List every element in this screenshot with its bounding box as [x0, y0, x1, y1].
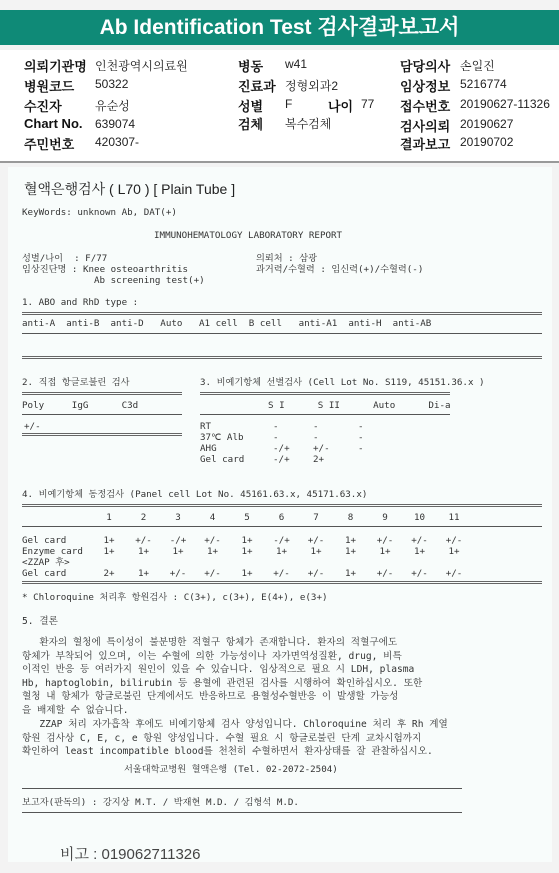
dat-section-title: 2. 직접 항글로불린 검사	[22, 377, 130, 388]
screening-cell: 2+	[313, 454, 325, 465]
screening-cell: -	[358, 432, 364, 443]
panel-cell: +/-	[411, 568, 428, 579]
divider	[200, 414, 450, 415]
divider	[22, 812, 462, 813]
panel-cell-header: 10	[413, 512, 426, 523]
conclusion-line: 환자의 혈청에 특이성이 불분명한 적혈구 항체가 존재합니다. 환자의 적혈구에도	[22, 637, 398, 648]
panel-cell: +/-	[376, 535, 394, 546]
diagnosis-line: 임상진단명 : Knee osteoarthritis	[22, 264, 189, 275]
panel-cell-header: 9	[382, 512, 388, 523]
divider	[22, 526, 542, 527]
divider	[22, 581, 542, 584]
resident-no-value: 420307-	[95, 135, 140, 149]
panel-cell: 1+	[206, 546, 219, 557]
screening-section-title: 3. 비예기항체 선별검사 (Cell Lot No. S119, 45151.36.x )	[200, 377, 485, 388]
scanned-report	[8, 167, 552, 862]
panel-cell: +/-	[307, 568, 325, 579]
panel-cell: 1+	[310, 546, 322, 557]
panel-cell: -/+	[169, 535, 187, 546]
panel-cell-header: 1	[106, 512, 112, 523]
screening-cell: -	[358, 443, 364, 454]
panel-cell: 1+	[344, 546, 357, 557]
panel-row-label: Gel card	[22, 568, 67, 579]
physician-label: 담당의사	[400, 59, 451, 74]
panel-cell: 1+	[241, 568, 253, 579]
screening-row-label: 37℃ Alb	[200, 432, 244, 443]
panel-cell: +/-	[135, 535, 152, 546]
screening-cell: -	[358, 421, 364, 432]
panel-cell: +/-	[204, 535, 221, 546]
panel-cell: 1+	[241, 546, 253, 557]
screening-cell: -	[273, 421, 279, 432]
panel-cell-header: 4	[209, 512, 216, 523]
report-title: Ab Identification Test 검사결과보고서	[99, 16, 460, 39]
reporter-line: 보고자(판독의) : 강지상 M.T. / 박재현 M.D. / 김형석 M.D.	[22, 797, 299, 808]
panel-cell-header: 7	[313, 512, 319, 523]
panel-row-label: Enzyme card	[22, 546, 83, 557]
resident-no-label: 주민번호	[24, 137, 75, 152]
patient-name-label: 수진자	[24, 99, 62, 114]
receipt-no-label: 접수번호	[400, 99, 451, 114]
ward-value: w41	[285, 57, 308, 71]
dat-value: +/-	[24, 421, 41, 432]
sex-age-line: 성별/나이 : F/77	[22, 253, 108, 264]
panel-cell: +/-	[445, 535, 463, 546]
report-title-bar	[0, 10, 559, 45]
patient-info-block	[0, 50, 559, 163]
institution-value: 인천광역시의료원	[95, 59, 188, 73]
panel-cell: 1+	[344, 535, 357, 546]
remarks-line: 비고 : 019062711326	[60, 846, 201, 863]
panel-row-label: Gel card	[22, 535, 67, 546]
divider	[22, 356, 542, 359]
screening-row-label: Gel card	[200, 454, 245, 465]
request-date-label: 검사의뢰	[400, 119, 451, 134]
screening-cell: +/-	[313, 443, 330, 454]
divider	[22, 312, 542, 315]
screening-cell: -	[273, 432, 279, 443]
report-heading: 혈액은행검사 ( L70 ) [ Plain Tube ]	[24, 181, 236, 197]
screening-row-label: AHG	[200, 443, 217, 454]
conclusion-line: 이적인 반응 등 여러가지 원인이 있을 수 있습니다. 임상적으로 필요 시 LDH, plasma	[22, 664, 415, 675]
panel-cell-header: 2	[140, 512, 147, 523]
specimen-value: 복수검체	[285, 117, 332, 131]
department-label: 진료과	[238, 79, 276, 94]
panel-cell: +/-	[273, 568, 290, 579]
lab-report-title: IMMUNOHEMATOLOGY LABORATORY REPORT	[154, 230, 343, 241]
screening-cell: -	[313, 421, 319, 432]
conclusion-line: 항체가 부착되어 있으며, 이는 수혈에 의한 가능성이나 자가면역성질환, drug, 비특	[22, 650, 402, 662]
conclusion-line: ZZAP 처리 자가흡착 후에도 비예기항체 검사 양성입니다. Chloroquine 처리 후 Rh 계열	[22, 719, 448, 730]
hospital-code-label: 병원코드	[24, 79, 75, 94]
hospital-contact: 서울대학교병원 혈액은행 (Tel. 02-2072-2504)	[124, 764, 338, 775]
divider	[22, 788, 462, 789]
conclusion-line: 혈청 내 항체가 항글로불린 단계에서도 반응하므로 용혈성수혈반응 이 발생할 가능성	[22, 691, 399, 702]
department-value: 정형외과2	[285, 79, 339, 93]
screening-columns: S I S II Auto Di-a	[268, 400, 451, 411]
institution-label: 의뢰기관명	[24, 59, 87, 74]
conclusion-line: 을 배제할 수 없습니다.	[22, 704, 129, 716]
panel-cell-header: 11	[448, 512, 460, 523]
ward-label: 병동	[238, 59, 264, 74]
requester-line: 의뢰처 : 삼광	[256, 253, 317, 264]
panel-cell-header: 5	[244, 512, 250, 523]
divider	[22, 392, 182, 395]
panel-cell: 2+	[103, 568, 115, 579]
abo-section-title: 1. ABO and RhD type :	[22, 297, 139, 308]
divider	[22, 433, 182, 436]
report-date-label: 결과보고	[400, 137, 451, 152]
request-date-value: 20190627	[460, 117, 514, 131]
age-label: 나이	[328, 99, 354, 114]
age-value: 77	[361, 97, 375, 111]
screening-cell: -/+	[273, 443, 290, 454]
panel-row-label: <ZZAP 후>	[22, 557, 70, 568]
report-date-value: 20190702	[460, 135, 514, 149]
panel-cell: 1+	[103, 546, 115, 557]
clinical-info-value: 5216774	[460, 77, 507, 91]
diagnosis-line-2: Ab screening test(+)	[94, 275, 205, 286]
panel-cell: 1+	[413, 546, 426, 557]
panel-cell: -/+	[273, 535, 290, 546]
dat-columns: Poly IgG C3d	[22, 400, 139, 411]
abo-columns: anti-A anti-B anti-D Auto A1 cell B cell anti-A1 anti-H anti-AB	[22, 318, 432, 329]
chart-no-value: 639074	[95, 117, 136, 131]
panel-cell: 1+	[275, 546, 288, 557]
divider	[200, 392, 450, 395]
panel-cell: 1+	[137, 546, 150, 557]
screening-cell: -/+	[273, 454, 290, 465]
panel-cell-header: 3	[175, 512, 181, 523]
panel-cell-header: 6	[278, 512, 285, 523]
chart-no-label: Chart No.	[24, 116, 83, 131]
chloroquine-line: * Chloroquine 처리후 항원검사 : C(3+), c(3+), E(4+), e(3+)	[22, 592, 328, 603]
patient-name-value: 유순성	[95, 99, 130, 113]
panel-cell: +/-	[204, 568, 221, 579]
panel-cell: 1+	[448, 546, 460, 557]
screening-row-label: RT	[200, 421, 212, 432]
conclusion-title: 5. 결론	[22, 616, 58, 627]
panel-cell: 1+	[241, 535, 253, 546]
panel-cell: +/-	[376, 568, 394, 579]
receipt-no-value: 20190627-11326	[460, 97, 550, 111]
panel-cell: +/-	[307, 535, 325, 546]
screening-cell: -	[313, 432, 319, 443]
divider	[22, 414, 182, 415]
panel-cell-header: 8	[347, 512, 354, 523]
conclusion-line: Hb, haptoglobin, bilirubin 등 용혈에 관련된 검사를 시행하여 확인하십시오. 또한	[22, 677, 423, 689]
panel-cell: 1+	[137, 568, 150, 579]
identification-section-title: 4. 비예기항체 동정검사 (Panel cell Lot No. 45161.63.x, 45171.63.x)	[22, 489, 368, 500]
divider	[22, 333, 542, 334]
sex-value: F	[285, 97, 293, 111]
panel-cell: +/-	[411, 535, 428, 546]
conclusion-line: 확인하여 least incompatible blood를 천천히 수혈하면서 환자상태를 잘 관찰하십시오.	[22, 746, 433, 757]
panel-cell: 1+	[172, 546, 184, 557]
panel-cell: 1+	[344, 568, 357, 579]
divider	[22, 504, 542, 507]
panel-cell: 1+	[103, 535, 115, 546]
keywords: KeyWords: unknown Ab, DAT(+)	[22, 207, 177, 218]
hospital-code-value: 50322	[95, 77, 129, 91]
history-line: 과거력/수혈력 : 임신력(+)/수혈력(-)	[256, 264, 424, 275]
panel-cell: 1+	[379, 546, 391, 557]
panel-cell: +/-	[445, 568, 463, 579]
conclusion-line: 항원 검사상 C, E, c, e 항원 양성입니다. 수혈 필요 시 항글로불린 단계 교차시험까지	[22, 732, 422, 744]
clinical-info-label: 임상정보	[400, 79, 451, 94]
panel-cell: +/-	[169, 568, 187, 579]
sex-label: 성별	[238, 99, 264, 114]
physician-value: 손일진	[460, 59, 495, 73]
specimen-label: 검체	[238, 117, 264, 132]
